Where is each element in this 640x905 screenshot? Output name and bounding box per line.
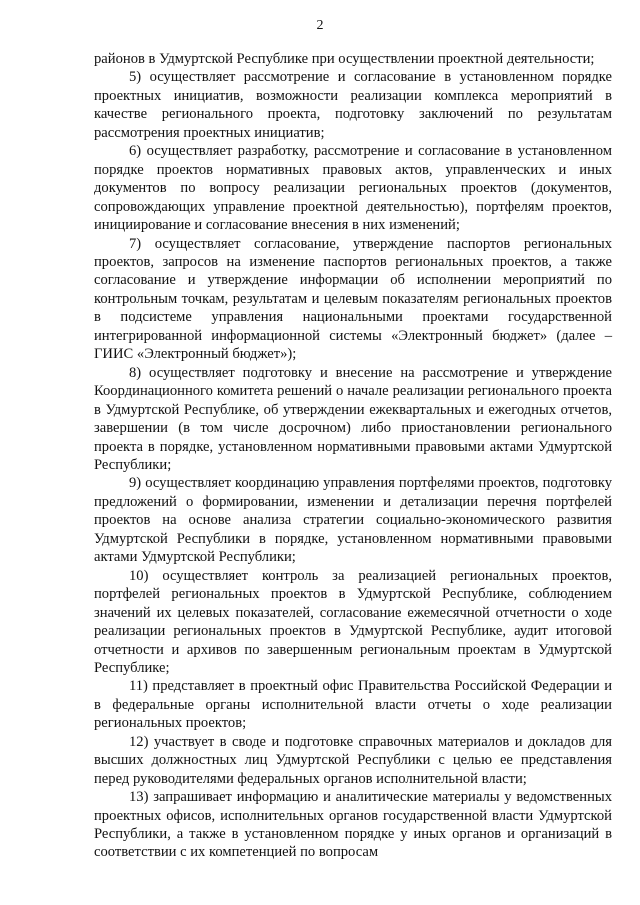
paragraph-item-8: 8) осуществляет подготовку и внесение на рассмотрение и утверждение Координационного комитета решений о начале реализации регионального проекта в Удмуртской Республике, об утверждении ежеквартальных и ежегодных отчетов, завершении (в том числе досрочном) либо приостановлении регионального проекта в порядке, установленном нормативными правовыми актами Удмуртской Республики;	[94, 364, 612, 473]
paragraph-item-13: 13) запрашивает информацию и аналитические материалы у ведомственных проектных офисов, исполнительных органов государственной власти Удмуртской Республики, а также в установленном порядке у иных органов и организаций в соответствии с их компетенцией по вопросам	[94, 789, 612, 861]
paragraph-item-6: 6) осуществляет разработку, рассмотрение и согласование в установленном порядке проектов нормативных правовых актов, управленческих и иных документов по вопросу реализации региональных проектов (документов, сопровождающих управление проектной деятельностью), портфелям проектов, инициирование и согласование внесения в них изменений;	[94, 143, 612, 234]
paragraph-item-10: 10) осуществляет контроль за реализацией региональных проектов, портфелей региональных проектов в Удмуртской Республике, соблюдением значений их целевых показателей, согласование ежемесячной отчетности о ходе реализации региональных проектов в Удмуртской Республике, аудит итоговой отчетности и архивов по завершенным региональным проектам в Удмуртской Республике;	[94, 567, 612, 676]
document-body	[94, 50, 612, 862]
paragraph-item-12: 12) участвует в своде и подготовке справочных материалов и докладов для высших должностных лиц Удмуртской Республики с целью ее представления перед руководителями федеральных органов исполнительной власти;	[94, 733, 612, 787]
page-number: 2	[316, 18, 324, 33]
paragraph-item-9: 9) осуществляет координацию управления портфелями проектов, подготовку предложений о формировании, изменении и детализации перечня портфелей проектов на основе анализа стратегии социально-экономического развития Удмуртской Республики в порядке, установленном нормативными правовыми актами Удмуртской Республики;	[94, 475, 612, 566]
paragraph-item-7: 7) осуществляет согласование, утверждение паспортов региональных проектов, запросов на изменение паспортов региональных проектов, а также согласование и утверждение информации об исполнении мероприятий по контрольным точкам, результатам и целевым показателям региональных проектов в подсистеме управления национальными проектами государственной интегрированной информационной системы «Электронный бюджет» (далее – ГИИС «Электронный бюджет»);	[94, 235, 612, 363]
paragraph-continuation: районов в Удмуртской Республике при осуществлении проектной деятельности;	[94, 51, 595, 67]
paragraph-item-11: 11) представляет в проектный офис Правительства Российской Федерации и в федеральные органы исполнительной власти отчеты о ходе реализации региональных проектов;	[94, 678, 612, 732]
paragraph-item-5: 5) осуществляет рассмотрение и согласование в установленном порядке проектных инициатив, возможности реализации комплекса мероприятий в качестве регионального проекта, подготовку заключений по результатам рассмотрения проектных инициатив;	[94, 69, 612, 141]
